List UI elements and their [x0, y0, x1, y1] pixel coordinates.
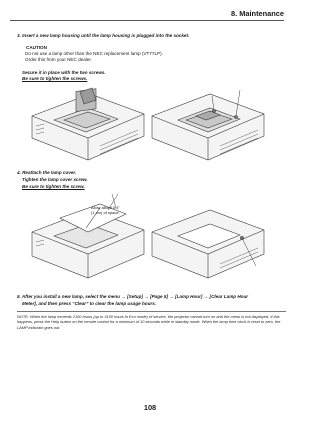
step5-line1: 5. After you install a new lamp, select the menu → [Setup] → [Page 5] → [Lamp Hour] → [Clear Lamp Hour	[17, 294, 249, 299]
space-callout-line1: Allow about 0.4"	[91, 205, 120, 210]
tighten-screws-text: Be sure to tighten the screws.	[22, 76, 88, 81]
step4-instruction: 4. Reattach the lamp cover.	[17, 170, 77, 175]
cover-reattach-illustration	[30, 192, 148, 284]
caution-line2: Order this from your NEC dealer.	[25, 57, 92, 62]
lamp-insert-illustration	[30, 86, 148, 164]
caution-line1: Do not use a lamp other than the NEC replacement lamp (VT77LP).	[25, 51, 163, 56]
space-callout-line2: (1 cm) of space.	[91, 210, 120, 215]
step5-line2: Meter], and then press “Clear” to clear the lamp usage hours.	[22, 301, 157, 306]
cover-closed-illustration	[150, 192, 268, 284]
step3-instruction: 3. Insert a new lamp housing until the lamp housing is plugged into the socket.	[17, 33, 190, 38]
header-rule	[10, 20, 284, 21]
page-number: 108	[143, 403, 157, 412]
note-text: NOTE: When the lamp exceeds 2100 hours (up to 3100 hours in Eco mode) of service, the projector cannot turn on and the menu is not displayed. If this happens, press the Help button on the remote control for a minimum of 10 seconds while in standby mode. When the lamp time clock is reset to zero, the LAMP indicator goes out.	[17, 314, 281, 330]
lamp-seated-illustration	[150, 86, 268, 164]
note-rule	[17, 311, 286, 312]
tighten-screw-text: Be sure to tighten the screw.	[22, 184, 85, 189]
caution-title: CAUTION	[26, 45, 47, 50]
section-title: 8. Maintenance	[231, 9, 284, 18]
secure-screws-text: Secure it in place with the two screws.	[22, 70, 106, 75]
tighten-cover-text: Tighten the lamp cover screw.	[22, 177, 88, 182]
